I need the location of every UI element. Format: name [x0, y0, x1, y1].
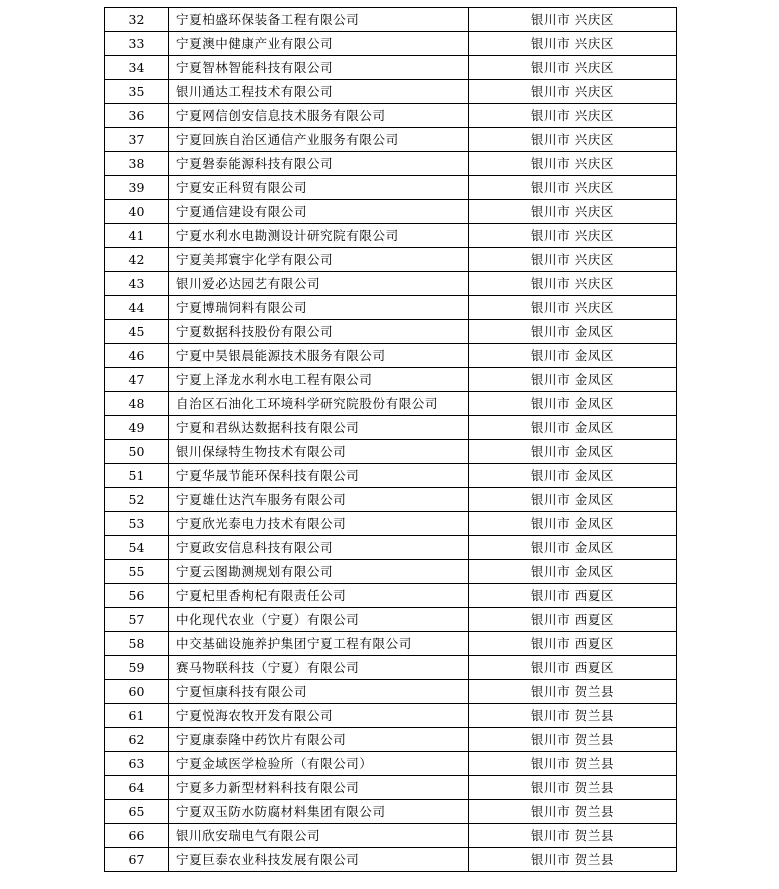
company-list-table — [104, 7, 677, 872]
row-number: 58 — [105, 632, 169, 656]
row-number: 66 — [105, 824, 169, 848]
table-row — [105, 320, 677, 344]
row-number: 55 — [105, 560, 169, 584]
region-cell: 银川市 贺兰县 — [469, 752, 677, 776]
row-number: 53 — [105, 512, 169, 536]
table-row — [105, 128, 677, 152]
table-row — [105, 656, 677, 680]
region-cell: 银川市 金凤区 — [469, 512, 677, 536]
table-row — [105, 800, 677, 824]
region-cell: 银川市 兴庆区 — [469, 104, 677, 128]
region-cell: 银川市 西夏区 — [469, 584, 677, 608]
row-number: 49 — [105, 416, 169, 440]
table-row — [105, 728, 677, 752]
table-row — [105, 152, 677, 176]
table-row — [105, 392, 677, 416]
row-number: 41 — [105, 224, 169, 248]
company-name: 银川爱必达园艺有限公司 — [169, 272, 469, 296]
company-name: 宁夏康泰隆中药饮片有限公司 — [169, 728, 469, 752]
table-row — [105, 296, 677, 320]
region-cell: 银川市 贺兰县 — [469, 776, 677, 800]
table-row — [105, 224, 677, 248]
table-row — [105, 80, 677, 104]
company-name: 宁夏政安信息科技有限公司 — [169, 536, 469, 560]
table-row — [105, 248, 677, 272]
region-cell: 银川市 兴庆区 — [469, 32, 677, 56]
row-number: 63 — [105, 752, 169, 776]
table-row — [105, 416, 677, 440]
company-name: 宁夏雄仕达汽车服务有限公司 — [169, 488, 469, 512]
row-number: 54 — [105, 536, 169, 560]
table-row — [105, 104, 677, 128]
company-name: 自治区石油化工环境科学研究院股份有限公司 — [169, 392, 469, 416]
company-name: 宁夏澳中健康产业有限公司 — [169, 32, 469, 56]
region-cell: 银川市 兴庆区 — [469, 128, 677, 152]
table-row — [105, 440, 677, 464]
region-cell: 银川市 兴庆区 — [469, 248, 677, 272]
table-row — [105, 176, 677, 200]
row-number: 51 — [105, 464, 169, 488]
company-name: 银川保绿特生物技术有限公司 — [169, 440, 469, 464]
row-number: 35 — [105, 80, 169, 104]
row-number: 33 — [105, 32, 169, 56]
table-row — [105, 680, 677, 704]
company-name: 宁夏恒康科技有限公司 — [169, 680, 469, 704]
region-cell: 银川市 金凤区 — [469, 416, 677, 440]
table-row — [105, 488, 677, 512]
table-row — [105, 200, 677, 224]
table-row — [105, 344, 677, 368]
table-row — [105, 704, 677, 728]
company-name: 宁夏网信创安信息技术服务有限公司 — [169, 104, 469, 128]
company-name: 宁夏巨泰农业科技发展有限公司 — [169, 848, 469, 872]
region-cell: 银川市 贺兰县 — [469, 704, 677, 728]
region-cell: 银川市 兴庆区 — [469, 176, 677, 200]
region-cell: 银川市 金凤区 — [469, 368, 677, 392]
table-row — [105, 512, 677, 536]
company-name: 银川通达工程技术有限公司 — [169, 80, 469, 104]
company-name: 宁夏双玉防水防腐材料集团有限公司 — [169, 800, 469, 824]
row-number: 43 — [105, 272, 169, 296]
company-name: 宁夏杞里香枸杞有限责任公司 — [169, 584, 469, 608]
region-cell: 银川市 贺兰县 — [469, 848, 677, 872]
region-cell: 银川市 金凤区 — [469, 536, 677, 560]
table-row — [105, 776, 677, 800]
row-number: 60 — [105, 680, 169, 704]
row-number: 56 — [105, 584, 169, 608]
company-name: 宁夏和君纵达数据科技有限公司 — [169, 416, 469, 440]
table-row — [105, 560, 677, 584]
region-cell: 银川市 西夏区 — [469, 656, 677, 680]
company-name: 宁夏水利水电勘测设计研究院有限公司 — [169, 224, 469, 248]
row-number: 32 — [105, 8, 169, 32]
region-cell: 银川市 贺兰县 — [469, 800, 677, 824]
company-name: 宁夏金域医学检验所（有限公司） — [169, 752, 469, 776]
row-number: 57 — [105, 608, 169, 632]
row-number: 65 — [105, 800, 169, 824]
company-name: 宁夏磐泰能源科技有限公司 — [169, 152, 469, 176]
region-cell: 银川市 兴庆区 — [469, 224, 677, 248]
region-cell: 银川市 金凤区 — [469, 464, 677, 488]
region-cell: 银川市 兴庆区 — [469, 200, 677, 224]
table-row — [105, 584, 677, 608]
company-name: 银川欣安瑞电气有限公司 — [169, 824, 469, 848]
row-number: 47 — [105, 368, 169, 392]
row-number: 59 — [105, 656, 169, 680]
region-cell: 银川市 兴庆区 — [469, 56, 677, 80]
table-row — [105, 368, 677, 392]
row-number: 40 — [105, 200, 169, 224]
row-number: 67 — [105, 848, 169, 872]
company-name: 宁夏美邦寰宇化学有限公司 — [169, 248, 469, 272]
company-name: 宁夏智林智能科技有限公司 — [169, 56, 469, 80]
company-name: 宁夏通信建设有限公司 — [169, 200, 469, 224]
region-cell: 银川市 金凤区 — [469, 560, 677, 584]
row-number: 34 — [105, 56, 169, 80]
company-name: 宁夏博瑞饲料有限公司 — [169, 296, 469, 320]
table-body — [105, 8, 677, 872]
table-row — [105, 608, 677, 632]
row-number: 52 — [105, 488, 169, 512]
table-row — [105, 824, 677, 848]
company-name: 宁夏悦海农牧开发有限公司 — [169, 704, 469, 728]
company-name: 宁夏中昊银晨能源技术服务有限公司 — [169, 344, 469, 368]
table-row — [105, 464, 677, 488]
row-number: 45 — [105, 320, 169, 344]
row-number: 37 — [105, 128, 169, 152]
table-row — [105, 752, 677, 776]
region-cell: 银川市 贺兰县 — [469, 824, 677, 848]
company-name: 赛马物联科技（宁夏）有限公司 — [169, 656, 469, 680]
region-cell: 银川市 兴庆区 — [469, 80, 677, 104]
company-name: 宁夏多力新型材料科技有限公司 — [169, 776, 469, 800]
region-cell: 银川市 金凤区 — [469, 392, 677, 416]
company-name: 中交基础设施养护集团宁夏工程有限公司 — [169, 632, 469, 656]
region-cell: 银川市 兴庆区 — [469, 152, 677, 176]
table-row — [105, 56, 677, 80]
company-name: 中化现代农业（宁夏）有限公司 — [169, 608, 469, 632]
region-cell: 银川市 金凤区 — [469, 344, 677, 368]
region-cell: 银川市 金凤区 — [469, 320, 677, 344]
region-cell: 银川市 金凤区 — [469, 488, 677, 512]
company-name: 宁夏欣光泰电力技术有限公司 — [169, 512, 469, 536]
region-cell: 银川市 金凤区 — [469, 440, 677, 464]
row-number: 42 — [105, 248, 169, 272]
region-cell: 银川市 贺兰县 — [469, 680, 677, 704]
row-number: 38 — [105, 152, 169, 176]
row-number: 62 — [105, 728, 169, 752]
company-name: 宁夏柏盛环保装备工程有限公司 — [169, 8, 469, 32]
region-cell: 银川市 贺兰县 — [469, 728, 677, 752]
company-name: 宁夏云图勘测规划有限公司 — [169, 560, 469, 584]
table-row — [105, 8, 677, 32]
region-cell: 银川市 兴庆区 — [469, 296, 677, 320]
company-name: 宁夏安正科贸有限公司 — [169, 176, 469, 200]
row-number: 36 — [105, 104, 169, 128]
row-number: 39 — [105, 176, 169, 200]
region-cell: 银川市 西夏区 — [469, 632, 677, 656]
region-cell: 银川市 兴庆区 — [469, 8, 677, 32]
row-number: 44 — [105, 296, 169, 320]
row-number: 50 — [105, 440, 169, 464]
company-name: 宁夏数据科技股份有限公司 — [169, 320, 469, 344]
row-number: 48 — [105, 392, 169, 416]
company-name: 宁夏华晟节能环保科技有限公司 — [169, 464, 469, 488]
row-number: 46 — [105, 344, 169, 368]
region-cell: 银川市 兴庆区 — [469, 272, 677, 296]
table-row — [105, 632, 677, 656]
row-number: 61 — [105, 704, 169, 728]
table-row — [105, 848, 677, 872]
row-number: 64 — [105, 776, 169, 800]
table-row — [105, 536, 677, 560]
region-cell: 银川市 西夏区 — [469, 608, 677, 632]
table-row — [105, 272, 677, 296]
company-name: 宁夏回族自治区通信产业服务有限公司 — [169, 128, 469, 152]
table-row — [105, 32, 677, 56]
company-name: 宁夏上泽龙水利水电工程有限公司 — [169, 368, 469, 392]
